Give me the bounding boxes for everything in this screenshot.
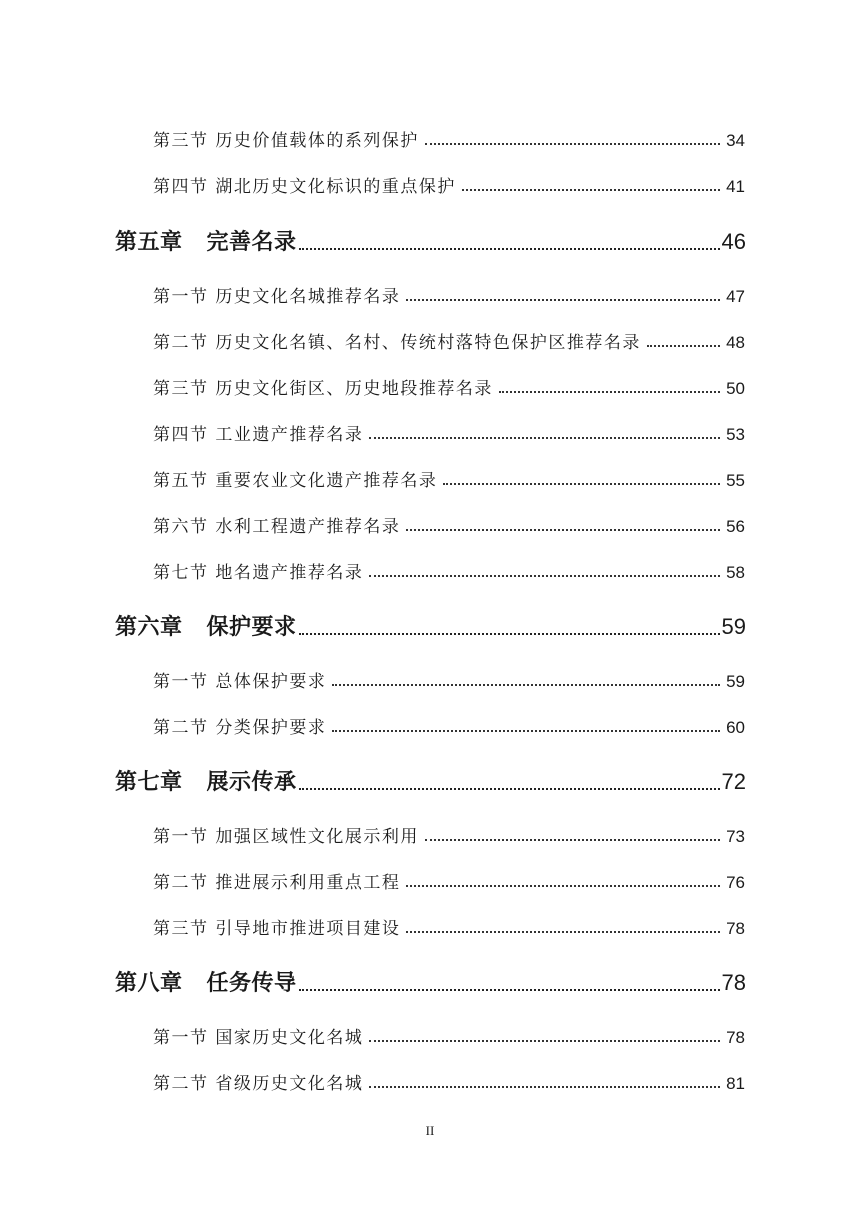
toc-section-5-4[interactable] xyxy=(153,420,745,445)
dot-leader xyxy=(299,788,720,790)
toc-page-number: 41 xyxy=(726,177,745,196)
toc-section-label: 第二节 分类保护要求 xyxy=(153,718,327,738)
dot-leader xyxy=(406,931,720,933)
toc-page-number: 76 xyxy=(726,873,745,892)
toc-page-number: 78 xyxy=(726,1028,745,1047)
toc-section-label: 第三节 引导地市推进项目建设 xyxy=(153,919,401,939)
toc-chapter-title: 完善名录 xyxy=(206,230,297,255)
toc-page-number: 55 xyxy=(726,471,745,490)
toc-section-5-2[interactable] xyxy=(153,328,745,353)
toc-chapter-6[interactable] xyxy=(115,610,746,641)
dot-leader xyxy=(299,989,720,991)
toc-section-5-5[interactable] xyxy=(153,466,745,491)
toc-section-6-1[interactable] xyxy=(153,667,745,692)
dot-leader xyxy=(406,885,720,887)
dot-leader xyxy=(425,143,720,145)
toc-page-number: 73 xyxy=(726,827,745,846)
toc-section-5-3[interactable] xyxy=(153,374,745,399)
toc-page-number: 78 xyxy=(721,970,746,995)
dot-leader xyxy=(369,575,720,577)
toc-chapter-8[interactable] xyxy=(115,966,746,997)
toc-chapter-title: 保护要求 xyxy=(206,615,297,640)
toc-page-number: 50 xyxy=(726,379,745,398)
toc-section-label: 第二节 省级历史文化名城 xyxy=(153,1074,364,1094)
toc-section-6-2[interactable] xyxy=(153,713,745,738)
dot-leader xyxy=(406,299,720,301)
toc-section-label: 第三节 历史价值载体的系列保护 xyxy=(153,131,419,151)
toc-page-number: 59 xyxy=(726,672,745,691)
toc-section-7-2[interactable] xyxy=(153,868,745,893)
toc-page-number: 47 xyxy=(726,287,745,306)
toc-chapter-5[interactable] xyxy=(115,225,746,256)
toc-section-8-2[interactable] xyxy=(153,1069,745,1094)
toc-section-7-1[interactable] xyxy=(153,822,745,847)
toc-section-label: 第七节 地名遗产推荐名录 xyxy=(153,563,364,583)
dot-leader xyxy=(332,684,720,686)
toc-page-number: 46 xyxy=(721,229,746,254)
toc-section-label: 第四节 湖北历史文化标识的重点保护 xyxy=(153,177,456,197)
toc-page-number: 56 xyxy=(726,517,745,536)
toc-page-number: 34 xyxy=(726,131,745,150)
toc-section-5-6[interactable] xyxy=(153,512,745,537)
toc-section-label: 第三节 历史文化街区、历史地段推荐名录 xyxy=(153,379,493,399)
dot-leader xyxy=(299,248,720,250)
toc-chapter-title: 任务传导 xyxy=(206,971,297,996)
toc-chapter-number: 第五章 xyxy=(115,230,183,255)
toc-section-7-3[interactable] xyxy=(153,914,745,939)
toc-section-label: 第二节 历史文化名镇、名村、传统村落特色保护区推荐名录 xyxy=(153,333,641,353)
dot-leader xyxy=(369,1040,720,1042)
dot-leader xyxy=(369,437,720,439)
toc-section-5-7[interactable] xyxy=(153,558,745,583)
toc-chapter-number: 第七章 xyxy=(115,770,183,795)
toc-section-label: 第六节 水利工程遗产推荐名录 xyxy=(153,517,401,537)
dot-leader xyxy=(647,345,720,347)
toc-chapter-7[interactable] xyxy=(115,765,746,796)
dot-leader xyxy=(332,730,720,732)
toc-page-number: 48 xyxy=(726,333,745,352)
dot-leader xyxy=(443,483,720,485)
toc-section-3-3[interactable] xyxy=(153,126,745,151)
toc-section-label: 第四节 工业遗产推荐名录 xyxy=(153,425,364,445)
toc-chapter-number: 第八章 xyxy=(115,971,183,996)
toc-section-label: 第一节 历史文化名城推荐名录 xyxy=(153,287,401,307)
toc-page-number: 78 xyxy=(726,919,745,938)
toc-section-label: 第一节 加强区域性文化展示利用 xyxy=(153,827,419,847)
dot-leader xyxy=(425,839,720,841)
toc-section-label: 第一节 国家历史文化名城 xyxy=(153,1028,364,1048)
toc-page-number: 53 xyxy=(726,425,745,444)
toc-page-number: 81 xyxy=(726,1074,745,1093)
dot-leader xyxy=(369,1086,720,1088)
toc-section-5-1[interactable] xyxy=(153,282,745,307)
toc-section-label: 第二节 推进展示利用重点工程 xyxy=(153,873,401,893)
toc-section-8-1[interactable] xyxy=(153,1023,745,1048)
dot-leader xyxy=(499,391,720,393)
toc-page-number: 59 xyxy=(721,614,746,639)
dot-leader xyxy=(462,189,720,191)
dot-leader xyxy=(299,633,720,635)
page-footer-number: II xyxy=(425,1123,435,1138)
toc-section-label: 第五节 重要农业文化遗产推荐名录 xyxy=(153,471,438,491)
toc-section-label: 第一节 总体保护要求 xyxy=(153,672,327,692)
toc-page-number: 60 xyxy=(726,718,745,737)
toc-section-3-4[interactable] xyxy=(153,172,745,197)
toc-chapter-title: 展示传承 xyxy=(206,770,297,795)
toc-page-number: 72 xyxy=(721,769,746,794)
toc-chapter-number: 第六章 xyxy=(115,615,183,640)
toc-page-number: 58 xyxy=(726,563,745,582)
dot-leader xyxy=(406,529,720,531)
